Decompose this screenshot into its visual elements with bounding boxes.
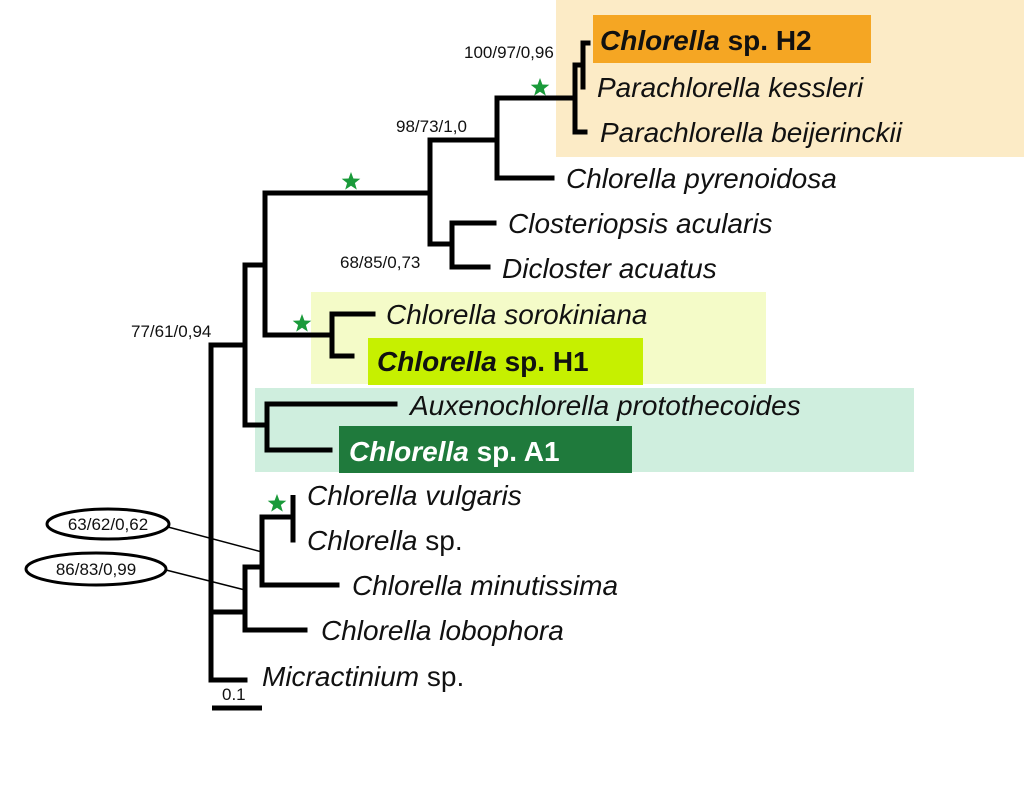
taxon-chlorella-a1: Chlorella sp. A1 <box>349 436 560 467</box>
support-vulgaris-minutissima: 63/62/0,62 <box>67 515 149 534</box>
taxon-chlorella-lobophora: Chlorella lobophora <box>321 615 564 646</box>
taxon-chlorella-sorokiniana: Chlorella sorokiniana <box>386 299 648 330</box>
scale-bar-label: 0.1 <box>222 685 246 704</box>
taxon-chlorella-h2: Chlorella sp. H2 <box>600 25 812 56</box>
taxon-chlorella-h1: Chlorella sp. H1 <box>377 346 589 377</box>
support-vulgaris-lobophora: 86/83/0,99 <box>55 560 137 579</box>
taxon-closteriopsis-acularis: Closteriopsis acularis <box>508 208 773 239</box>
leader-line <box>166 570 245 590</box>
leader-line <box>168 527 262 552</box>
taxon-micractinium-sp: Micractinium sp. <box>262 661 465 692</box>
taxon-chlorella-vulgaris: Chlorella vulgaris <box>307 480 522 511</box>
star-icon <box>268 494 287 512</box>
support-closteriopsis-dicloster: 68/85/0,73 <box>340 253 421 272</box>
taxon-chlorella-pyrenoidosa: Chlorella pyrenoidosa <box>566 163 837 194</box>
support-main-node: 77/61/0,94 <box>131 322 212 341</box>
taxon-chlorella-sp: Chlorella sp. <box>307 525 463 556</box>
star-icon <box>342 172 361 190</box>
taxon-auxenochlorella-protothecoides: Auxenochlorella protothecoides <box>410 390 801 421</box>
support-h2-kessleri: 100/97/0,96 <box>464 43 554 62</box>
star-icon <box>531 78 550 96</box>
taxon-dicloster-acuatus: Dicloster acuatus <box>502 253 717 284</box>
taxon-chlorella-minutissima: Chlorella minutissima <box>352 570 619 601</box>
taxon-parachlorella-beijerinckii: Parachlorella beijerinckii <box>600 117 902 148</box>
star-icon <box>293 314 312 332</box>
support-parachlorella-pyrenoidosa: 98/73/1,0 <box>396 117 467 136</box>
taxon-parachlorella-kessleri: Parachlorella kessleri <box>597 72 864 103</box>
